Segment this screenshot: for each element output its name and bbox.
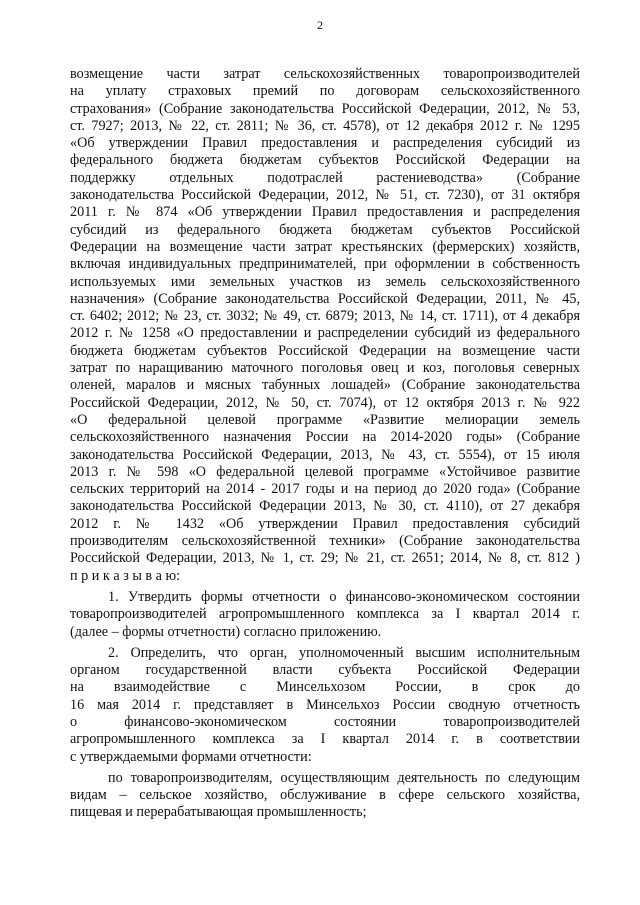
text-line: Федерации на возмещение части затрат крестьянских (фермерских) хозяйств, (70, 238, 580, 255)
text-line: 2013 г. № 598 «О федеральной целевой программе «Устойчивое развитие (70, 463, 580, 480)
text-line: возмещение части затрат сельскохозяйственных товаропроизводителей (70, 66, 580, 82)
text-line: «Об утверждении Правил предоставления и распределения субсидий из (70, 135, 580, 152)
text-line: ст. 7927; 2013, № 22, ст. 2811; № 36, ст. 4578), от 12 декабря 2012 г. № 1295 (70, 117, 580, 134)
text-line: федерального бюджета бюджетам субъектов Российской Федерации на (70, 152, 580, 169)
text-line: назначения» (Собрание законодательства Российской Федерации, 2011, № 45, (70, 290, 580, 307)
text-line: оленей, маралов и мясных табунных лошадей» (Собрание законодательства (70, 377, 580, 394)
text-line: 16 мая 2014 г. представляет в Минсельхоз России сводную отчетность (70, 696, 580, 713)
text-line: п р и к а з ы в а ю: (70, 567, 181, 584)
text-line: по товаропроизводителям, осуществляющим деятельность по следующим (108, 769, 580, 786)
text-line: субсидий из федерального бюджета бюджетам субъектов Российской (70, 221, 580, 238)
text-line: страхования» (Собрание законодательства Российской Федерации, 2012, № 53, (70, 100, 580, 117)
text-line: ст. 6402; 2012; № 23, ст. 3032; № 49, ст. 6879; 2013, № 14, ст. 1711), от 4 декабря (70, 308, 580, 325)
text-line: поддержку отдельных подотраслей растениеводства» (Собрание (70, 169, 580, 186)
text-line: бюджета бюджетам субъектов Российской Федерации на возмещение части (70, 342, 580, 359)
text-line: включая индивидуальных предпринимателей, при оформлении в собственность (70, 256, 580, 273)
text-line: сельских территорий на 2014 - 2017 годы и на период до 2020 года» (Собрание (70, 481, 580, 498)
text-line: на уплату страховых премий по договорам сельскохозяйственного (70, 83, 580, 100)
text-line: (далее – формы отчетности) согласно приложению. (70, 623, 382, 640)
text-line: видам – сельское хозяйство, обслуживание в сфере сельского хозяйства, (70, 787, 580, 804)
text-line: используемых ими земельных участков из земель сельскохозяйственного (70, 273, 580, 290)
text-line: 1. Утвердить формы отчетности о финансово-экономическом состоянии (108, 588, 580, 605)
text-line: «О федеральной целевой программе «Развитие мелиорации земель (70, 411, 580, 428)
page-number: 2 (317, 18, 323, 32)
text-line: пищевая и перерабатывающая промышленность; (70, 804, 367, 821)
text-line: агропромышленного комплекса за I квартал 2014 г. в соответствии (70, 731, 580, 748)
text-line: 2012 г. № 1432 «Об утверждении Правил предоставления субсидий (70, 515, 580, 532)
text-line: о финансово-экономическом состоянии товаропроизводителей (70, 713, 580, 730)
text-line: законодательства Российской Федерации, 2013, № 43, ст. 5554), от 15 июля (70, 446, 580, 463)
text-line: законодательства Российской Федерации 2013, № 30, ст. 4110), от 27 декабря (70, 498, 580, 515)
text-line: органом государственной власти субъекта Российской Федерации (70, 662, 580, 679)
text-line: 2011 г. № 874 «Об утверждении Правил предоставления и распределения (70, 204, 580, 221)
text-line: производителям сельскохозяйственной техники» (Собрание законодательства (70, 533, 580, 550)
text-line: на взаимодействие с Минсельхозом России, в срок до (70, 679, 580, 696)
text-line: товаропроизводителей агропромышленного комплекса за I квартал 2014 г. (70, 606, 580, 623)
text-line: Российской Федерации, 2012, № 50, ст. 7074), от 12 октября 2013 г. № 922 (70, 394, 580, 411)
text-line: затрат по наращиванию маточного поголовья овец и коз, поголовья северных (70, 360, 580, 377)
document-body (70, 66, 580, 822)
text-line: 2012 г. № 1258 «О предоставлении и распределении субсидий из федерального (70, 325, 580, 342)
text-line: с утверждаемыми формами отчетности: (70, 748, 312, 765)
text-line: законодательства Российской Федерации, 2012, № 51, ст. 7230), от 31 октября (70, 187, 580, 204)
text-line: сельскохозяйственного назначения России на 2014-2020 годы» (Собрание (70, 429, 580, 446)
text-line: 2. Определить, что орган, уполномоченный высшим исполнительным (108, 644, 580, 661)
text-line: Российской Федерации, 2013, № 1, ст. 29; № 21, ст. 2651; 2014, № 8, ст. 812 ) (70, 550, 580, 567)
